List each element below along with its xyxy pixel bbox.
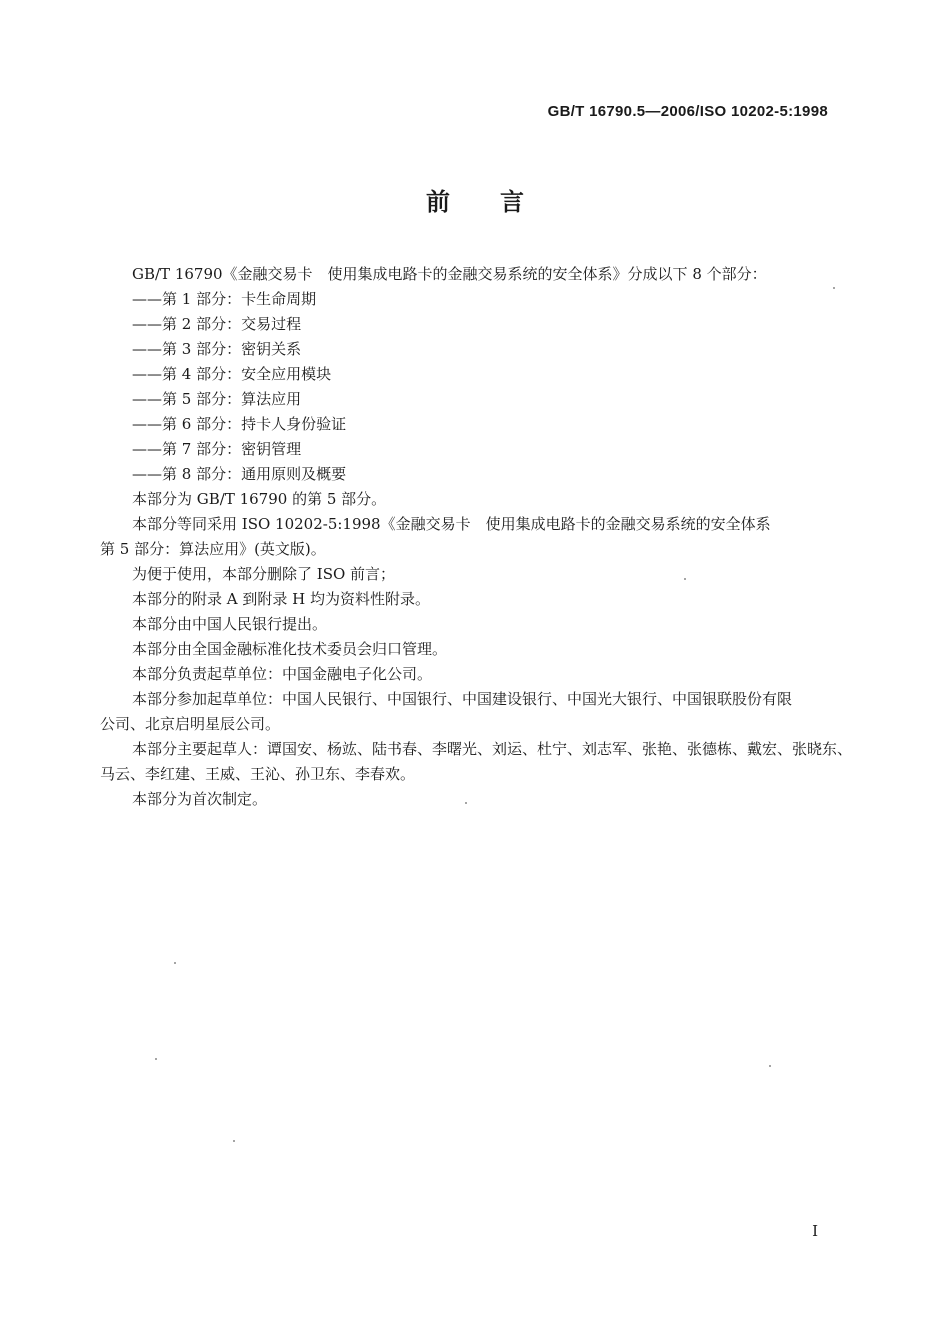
page-title xyxy=(0,182,950,217)
paragraph-responsible-drafter: 本部分负责起草单位：中国金融电子化公司。 xyxy=(132,665,433,683)
part-list-item: ——第 8 部分：通用原则及概要 xyxy=(132,465,347,483)
paragraph-foreword-removed: 为便于使用，本部分删除了 ISO 前言； xyxy=(132,565,396,583)
scan-speck xyxy=(684,578,686,580)
title-char-1: 前 xyxy=(426,188,450,216)
intro-paragraph: GB/T 16790《金融交易卡 使用集成电路卡的金融交易系统的安全体系》分成以下 8 个部分： xyxy=(132,265,767,283)
body-text xyxy=(100,262,853,812)
part-list-item: ——第 5 部分：算法应用 xyxy=(132,390,302,408)
page-number: I xyxy=(812,1222,818,1240)
part-list-item: ——第 1 部分：卡生命周期 xyxy=(132,290,317,308)
title-char-2: 言 xyxy=(500,188,524,216)
paragraph-first-edition: 本部分为首次制定。 xyxy=(132,790,268,808)
part-list-item: ——第 4 部分：安全应用模块 xyxy=(132,365,332,383)
paragraph-participating-drafters-line2: 公司、北京启明星辰公司。 xyxy=(100,715,281,733)
paragraph-participating-drafters-line1: 本部分参加起草单位：中国人民银行、中国银行、中国建设银行、中国光大银行、中国银联股份有限 xyxy=(132,690,793,708)
part-list-item: ——第 6 部分：持卡人身份验证 xyxy=(132,415,347,433)
scan-speck xyxy=(233,1140,235,1142)
paragraph-adoption-line1: 本部分等同采用 ISO 10202-5:1998《金融交易卡 使用集成电路卡的金融交易系统的安全体系 xyxy=(132,515,771,533)
paragraph-annexes: 本部分的附录 A 到附录 H 均为资料性附录。 xyxy=(132,590,430,608)
paragraph-proposer: 本部分由中国人民银行提出。 xyxy=(132,615,328,633)
scan-speck xyxy=(465,802,467,804)
paragraph-administration: 本部分由全国金融标准化技术委员会归口管理。 xyxy=(132,640,448,658)
part-list-item: ——第 2 部分：交易过程 xyxy=(132,315,302,333)
paragraph-adoption-line2: 第 5 部分：算法应用》(英文版)。 xyxy=(100,540,326,558)
paragraph-main-drafters-line1: 本部分主要起草人：谭国安、杨竑、陆书春、李曙光、刘运、杜宁、刘志军、张艳、张德栋、戴宏、张晓东、 xyxy=(132,740,853,758)
scan-speck xyxy=(155,1058,157,1060)
scan-speck xyxy=(174,962,176,964)
paragraph-main-drafters-line2: 马云、李红建、王威、王沁、孙卫东、李春欢。 xyxy=(100,765,416,783)
paragraph-part-number: 本部分为 GB/T 16790 的第 5 部分。 xyxy=(132,490,387,508)
standard-code-header: GB/T 16790.5—2006/ISO 10202-5:1998 xyxy=(547,103,828,120)
part-list-item: ——第 7 部分：密钥管理 xyxy=(132,440,302,458)
scan-speck xyxy=(769,1065,771,1067)
part-list-item: ——第 3 部分：密钥关系 xyxy=(132,340,302,358)
scan-speck xyxy=(833,287,835,289)
